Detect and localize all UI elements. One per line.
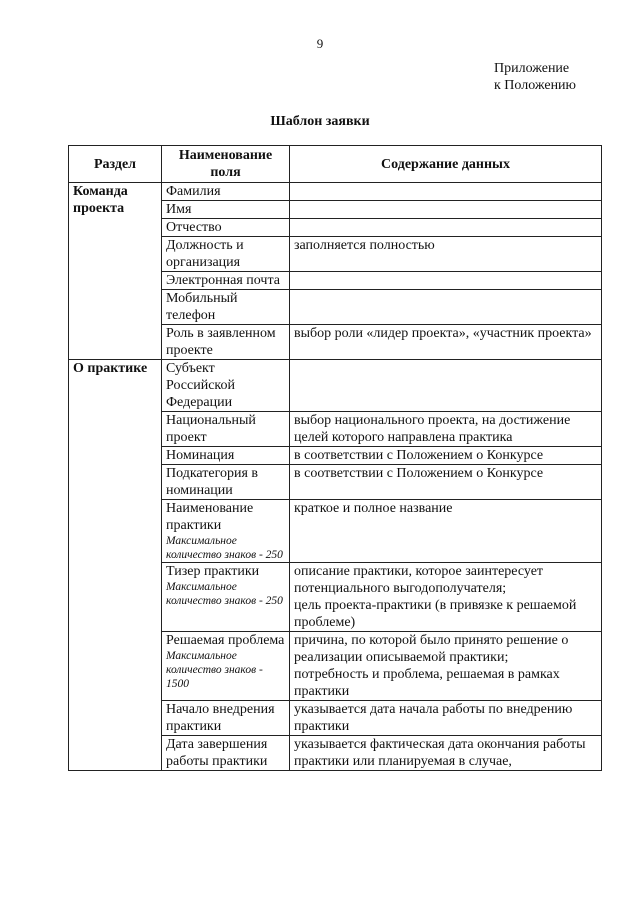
content-cell xyxy=(290,632,602,701)
content-cell xyxy=(290,447,602,465)
field-name-cell: Фамилия xyxy=(162,183,290,201)
table-row xyxy=(69,360,602,412)
content-line: краткое и полное название xyxy=(294,501,453,516)
content-cell xyxy=(290,325,602,360)
appendix-line-2: к Положению xyxy=(494,78,577,93)
content-cell xyxy=(290,219,602,237)
field-name-cell: Субъект Российской Федерации xyxy=(162,360,290,412)
content-line: указывается фактическая дата окончания работы практики или планируемая в случае, xyxy=(294,737,586,769)
page-number: 9 xyxy=(316,36,324,51)
field-name-text: Тизер практики xyxy=(166,564,260,579)
content-cell xyxy=(290,701,602,736)
char-limit-note: Максимальное количество знаков - 250 xyxy=(166,581,283,607)
appendix-heading xyxy=(494,60,576,94)
field-name-cell xyxy=(162,563,290,632)
field-name-text: Решаемая проблема xyxy=(166,633,285,648)
field-name-cell: Электронная почта xyxy=(162,272,290,290)
field-name-cell xyxy=(162,500,290,563)
content-line: в соответствии с Положением о Конкурсе xyxy=(294,448,544,463)
field-name-cell: Дата завершения работы практики xyxy=(162,736,290,771)
header-data-content: Содержание данных xyxy=(290,146,602,183)
application-template-table xyxy=(68,145,602,771)
content-cell xyxy=(290,465,602,500)
content-cell xyxy=(290,736,602,771)
content-cell xyxy=(290,201,602,219)
field-name-cell: Имя xyxy=(162,201,290,219)
table-header-row xyxy=(69,146,602,183)
field-name-cell: Подкатегория в номинации xyxy=(162,465,290,500)
content-cell xyxy=(290,412,602,447)
header-field-name: Наименование поля xyxy=(162,146,290,183)
field-name-cell: Отчество xyxy=(162,219,290,237)
content-line: выбор роли «лидер проекта», «участник проекта» xyxy=(294,326,592,341)
char-limit-note: Максимальное количество знаков - 1500 xyxy=(166,650,263,690)
content-line: описание практики, которое заинтересует потенциального выгодополучателя; xyxy=(294,564,544,596)
field-name-cell xyxy=(162,632,290,701)
content-cell xyxy=(290,290,602,325)
header-section: Раздел xyxy=(69,146,162,183)
field-name-cell: Национальный проект xyxy=(162,412,290,447)
document-title: Шаблон заявки xyxy=(270,114,370,129)
content-line: указывается дата начала работы по внедрению практики xyxy=(294,702,573,734)
content-line: выбор национального проекта, на достижение целей которого направлена практика xyxy=(294,413,571,445)
content-cell xyxy=(290,500,602,563)
field-name-cell: Начало внедрения практики xyxy=(162,701,290,736)
table-row xyxy=(69,183,602,201)
content-cell xyxy=(290,563,602,632)
field-name-cell: Номинация xyxy=(162,447,290,465)
field-name-cell: Мобильный телефон xyxy=(162,290,290,325)
field-name-cell: Роль в заявленном проекте xyxy=(162,325,290,360)
section-cell: Команда проекта xyxy=(69,183,162,360)
content-line: заполняется полностью xyxy=(294,238,435,253)
field-name-text: Наименование практики xyxy=(166,501,254,533)
content-cell xyxy=(290,237,602,272)
field-name-cell: Должность и организация xyxy=(162,237,290,272)
content-line: в соответствии с Положением о Конкурсе xyxy=(294,466,544,481)
content-line: причина, по которой было принято решение о реализации описываемой практики; xyxy=(294,633,569,665)
content-cell xyxy=(290,272,602,290)
content-cell xyxy=(290,183,602,201)
appendix-line-1: Приложение xyxy=(494,61,570,76)
section-cell: О практике xyxy=(69,360,162,771)
char-limit-note: Максимальное количество знаков - 250 xyxy=(166,535,283,561)
content-line: цель проекта-практики (в привязке к решаемой проблеме) xyxy=(294,598,577,630)
content-cell xyxy=(290,360,602,412)
content-line: потребность и проблема, решаемая в рамках практики xyxy=(294,667,560,699)
